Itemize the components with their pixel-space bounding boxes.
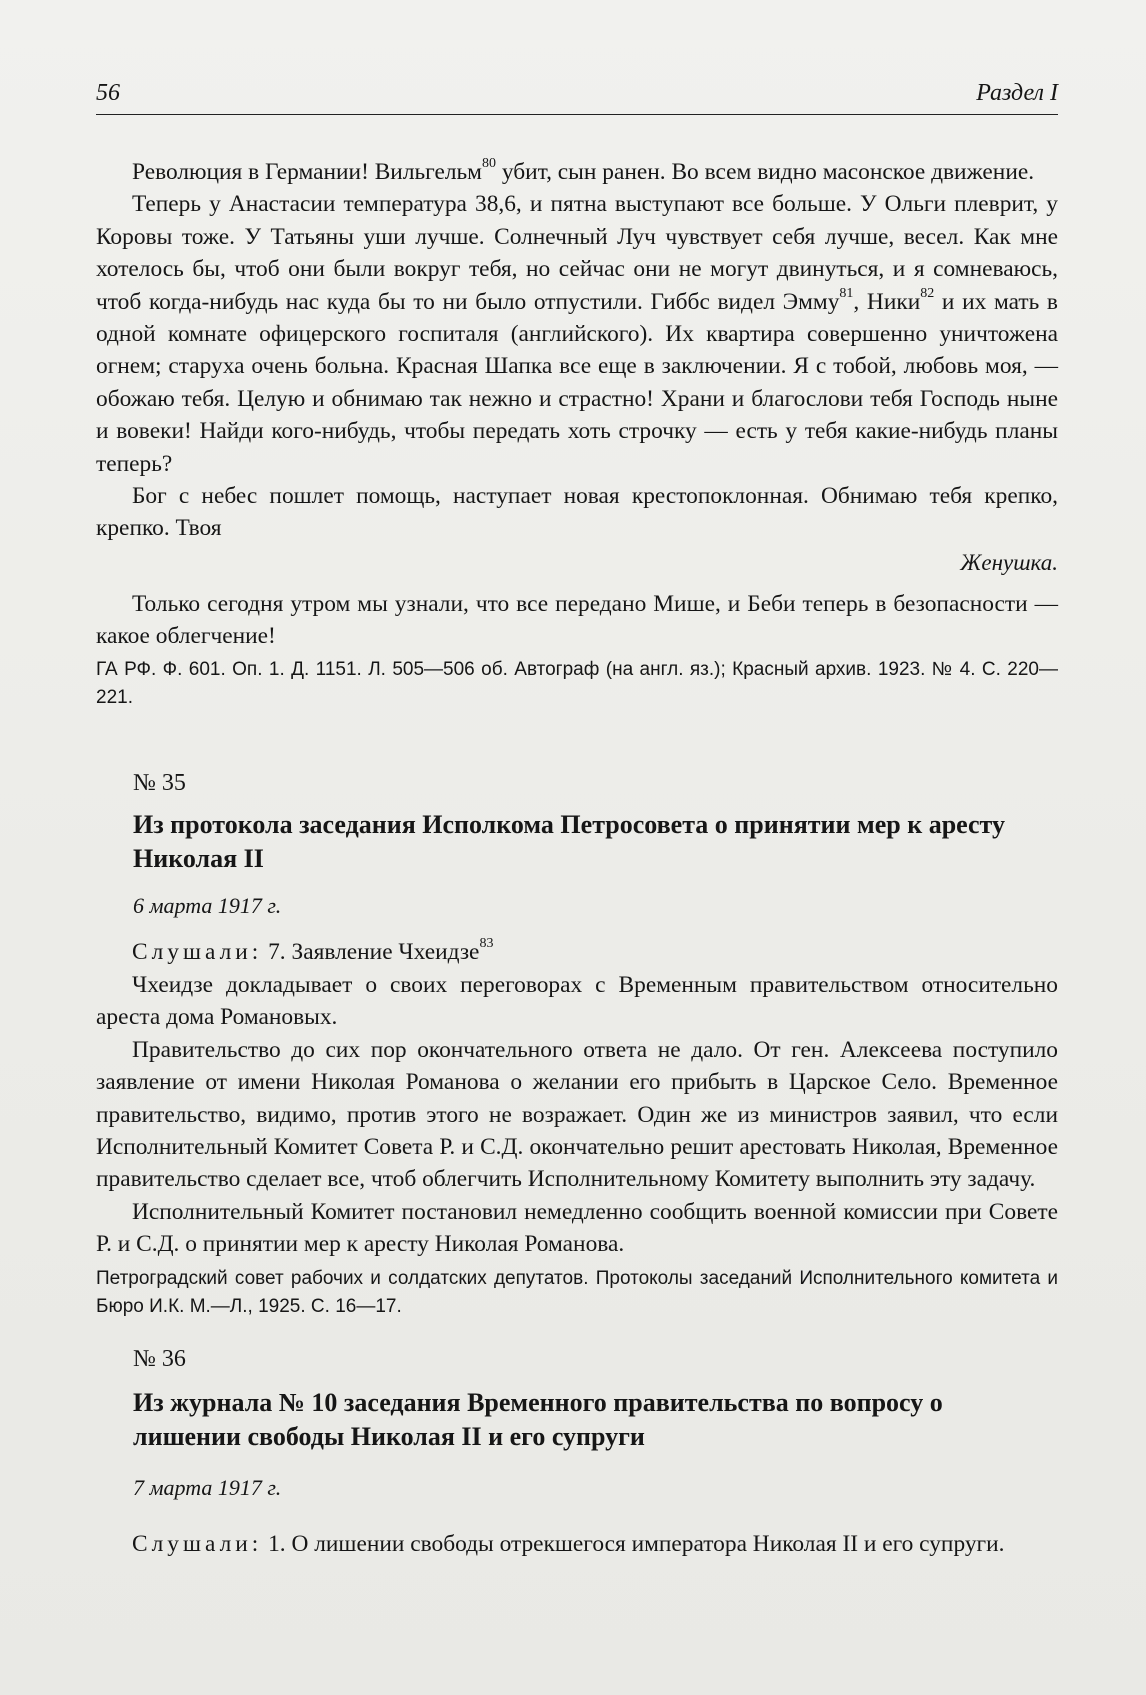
letter-signature: Женушка. <box>960 550 1058 575</box>
footnote-ref: 82 <box>920 285 935 301</box>
heard-label: Слушали: <box>132 939 263 965</box>
footnote-ref: 81 <box>839 285 854 301</box>
letter-paragraph-3: Бог с небес пошлет помощь, наступает новая крестопоклонная. Обнимаю тебя крепко, крепко. Твоя <box>96 483 1058 542</box>
doc35-title: Из протокола заседания Исполкома Петросовета о принятии мер к аресту Николая II <box>133 810 1005 873</box>
letter-paragraph-1 <box>96 156 1058 188</box>
footnote-ref: 83 <box>479 936 494 952</box>
doc35-paragraph-1: Чхеидзе докладывает о своих переговорах с Временным правительством относительно ареста дома Романовых. <box>96 972 1058 1031</box>
doc35-number: № 35 <box>133 770 186 796</box>
heard-text: 1. О лишении свободы отрекшегося императора Николая II и его супруги. <box>262 1531 1005 1557</box>
heard-text: 7. Заявление Чхеидзе <box>262 939 480 965</box>
running-header <box>96 80 1058 115</box>
doc35-body <box>96 969 1058 1261</box>
doc35-paragraph-2: Правительство до сих пор окончательного ответа не дало. От ген. Алексеева поступило заявление от имени Николая Романова о желании его прибыть в Царское Село. Временное правительство, видимо, против этого не возражает. Один же из министров заявил, что если Исполнительный Комитет Совета Р. и С.Д. окончательно решит арестовать Николая, Временное правительство сделает все, чтоб облегчить Исполнительному Комитету выполнить эту задачу. <box>96 1036 1058 1193</box>
heard-label: Слушали: <box>132 1531 263 1557</box>
text: и их мать в одной комнате офицерского госпиталя (английского). Их квартира совершенно уничтожена огнем; старуха очень больна. Красная Шапка все еще в заключении. Я с тобой, любовь моя, — обожаю тебя. Целую и обнимаю так нежно и страстно! Храни и благослови тебя Господь ныне и вовеки! Найди кого-нибудь, чтобы передать хоть строчку — есть у тебя какие-нибудь планы теперь? <box>96 288 1058 477</box>
section-title: Раздел I <box>976 80 1058 106</box>
footnote-ref: 80 <box>481 156 496 172</box>
postscript-text: Только сегодня утром мы узнали, что все передано Мише, и Беби теперь в безопасности — какое облегчение! <box>96 591 1058 650</box>
doc35-date: 6 марта 1917 г. <box>133 893 282 918</box>
doc36-title: Из журнала № 10 заседания Временного правительства по вопросу о лишении свободы Николая II и его супруги <box>133 1388 943 1451</box>
text: , Ники <box>853 288 921 315</box>
letter-body <box>96 156 1058 545</box>
text: убит, сын ранен. Во всем видно масонское движение. <box>495 159 1035 185</box>
doc36-heard <box>96 1528 1058 1560</box>
page-number: 56 <box>96 80 120 106</box>
doc36-number: № 36 <box>133 1346 186 1372</box>
text: Революция в Германии! Вильгельм <box>132 159 482 185</box>
text: Теперь у Анастасии температура 38,6, и пятна выступают все больше. У Ольги плеврит, у Коровы тоже. У Татьяны уши лучше. Солнечный Луч чувствует себя лучше, весел. Как мне хотелось бы, чтоб они были вокруг тебя, но сейчас они не могут двинуться, и я сомневаюсь, чтоб когда-нибудь нас куда бы то ни было отпустили. Гиббс видел Эмму <box>96 191 1058 315</box>
doc36-date: 7 марта 1917 г. <box>133 1475 282 1500</box>
letter-source: ГА РФ. Ф. 601. Оп. 1. Д. 1151. Л. 505—506 об. Автограф (на англ. яз.); Красный архив. 1923. № 4. С. 220—221. <box>96 659 1058 708</box>
doc35-heard <box>96 936 1058 968</box>
doc35-paragraph-3: Исполнительный Комитет постановил немедленно сообщить военной комиссии при Совете Р. и С.Д. о принятии мер к аресту Николая Романова. <box>96 1198 1058 1258</box>
doc35-source: Петроградский совет рабочих и солдатских депутатов. Протоколы заседаний Исполнительного комитета и Бюро И.К. М.—Л., 1925. С. 16—17. <box>96 1268 1058 1317</box>
letter-postscript <box>96 588 1058 653</box>
letter-paragraph-2 <box>96 188 1058 480</box>
